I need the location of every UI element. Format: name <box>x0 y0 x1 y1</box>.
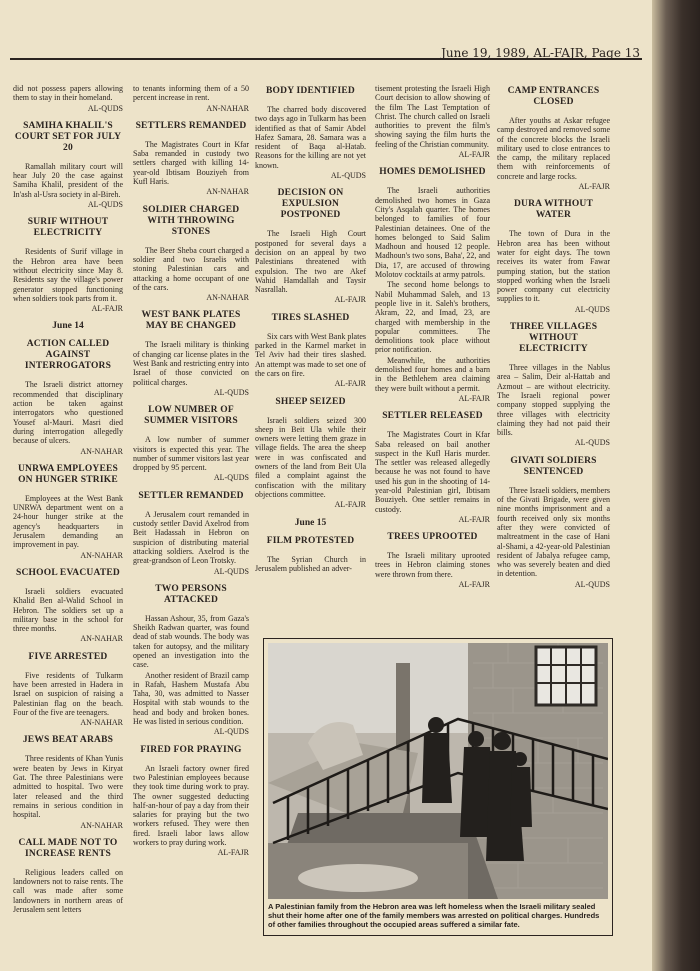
headline: THREE VILLAGES WITHOUT ELECTRICITY <box>509 322 598 355</box>
headline: CALL MADE NOT TO INCREASE RENTS <box>18 837 118 859</box>
article-text: did not possess papers allowing them to stay in their homeland. <box>13 84 123 103</box>
source-credit: AL-FAJR <box>578 182 610 192</box>
article-text: Meanwhile, the authorities demolished four homes and a barn in the Bethlehem area claiming they were built without a permit. <box>375 355 490 393</box>
headline: DURA WITHOUT WATER <box>513 199 594 221</box>
article-text: Ramallah military court will hear July 20 the case against Samiha Khalil, president of the In'ash al-Usra society in al-Bireh. <box>13 161 123 199</box>
source-credit: AL-QUDS <box>213 387 249 397</box>
article-text: Another resident of Brazil camp in Rafah, Hashem Mustafa Abu Taha, 30, was admitted to Nasser Hospital with stab wounds to the head and body and broken bones. He was listed in serious condition. <box>133 670 249 727</box>
headline: LOW NUMBER OF SUMMER VISITORS <box>144 405 238 427</box>
column-5 <box>497 84 610 597</box>
article-text: Five residents of Tulkarm have been arrested in Hadera in Israel on suspicion of raising a Palestinian flag on the beach. Four of the five are teenagers. <box>13 670 123 717</box>
dateline: June 14 <box>52 321 84 332</box>
article-text: to tenants informing them of a 50 percent increase in rent. <box>133 84 249 103</box>
headline: SCHOOL EVACUATED <box>16 567 120 578</box>
page-header-line: June 19, 1989, AL-FAJR, Page 13 <box>441 46 640 60</box>
article-text: An Israeli factory owner fired two Palestinian employees because they took time during work to pray. The owner suggested deducting half-an-hour of pay a day from their salaries for praying but the two workers refused. They were then fired. Israeli labor laws allow workers to pray during work. <box>133 763 249 848</box>
article-text: The second home belongs to Nabil Muhammad Saleh, and 13 people live in it. Saleh's brothers, Akram, 22, and Imad, 23, are charged with membership in the popular committees. The demolitions took place without prior notification. <box>375 280 490 355</box>
article-text: Residents of Surif village in the Hebron area have been without electricity since May 8. Residents say the village's power generator stopped functioning when soldiers took parts from it. <box>13 247 123 303</box>
source-credit: AN-NAHAR <box>206 187 249 197</box>
headline: SETTLERS REMANDED <box>135 120 247 131</box>
article-text: The Magistrates Court in Kfar Saba remanded in custody two settlers charged with killing 14-year-old Ibtisam Bouziyeh from Kufl Haris. <box>133 139 249 187</box>
source-credit: AN-NAHAR <box>206 293 249 303</box>
headline: TWO PERSONS ATTACKED <box>155 583 227 605</box>
article-text: The Israeli authorities demolished two homes in Gaza City's Asqalah quarter. The homes belonged to families of four Palestinian detainees. One of the homes belonged to Said Salim Madhoun and housed 12 people. Madhoun's two sons, Baha', 22, and Dia, 17, are accused of throwing Molotov cocktails at army patrols. <box>375 186 490 280</box>
headline: BODY IDENTIFIED <box>266 86 355 96</box>
article-text: The town of Dura in the Hebron area has been without water for eight days. The town receives its water from Fawar pumping station, but the station stopped working when the Israeli power company cut electricity supplies to it. <box>497 229 610 304</box>
source-credit: AL-FAJR <box>334 379 366 389</box>
source-credit: AL-FAJR <box>458 150 490 160</box>
binding-spine <box>652 0 700 971</box>
source-credit: AL-FAJR <box>334 295 366 305</box>
article-text: The Israeli military is thinking of changing car license plates in the West Bank and restricting entry into Israel of those convicted on political charges. <box>133 340 249 387</box>
article-text: The Beer Sheba court charged a soldier and two Israelis with stoning Palestinian cars and attacking a home occupant of one of the cars. <box>133 245 249 292</box>
headline: SAMIHA KHALIL'S COURT SET FOR JULY 20 <box>14 120 122 153</box>
source-credit: AL-QUDS <box>213 473 249 483</box>
source-credit: AN-NAHAR <box>80 634 123 644</box>
source-credit: AL-QUDS <box>87 103 123 113</box>
article-text: The Israeli High Court postponed for several days a decision on an appeal by two Palestinians threatened with expulsion. The two are Akef Wahid Hamdallah and Taysir Nasrallah. <box>255 229 366 295</box>
source-credit: AL-QUDS <box>574 579 610 589</box>
headline: FIRED FOR PRAYING <box>140 744 242 755</box>
source-credit: AN-NAHAR <box>80 718 123 728</box>
source-credit: AL-FAJR <box>458 393 490 403</box>
headline: SOLDIER CHARGED WITH THROWING STONES <box>142 204 240 237</box>
headline: FIVE ARRESTED <box>28 651 108 662</box>
source-credit: AN-NAHAR <box>80 446 123 456</box>
source-credit: AN-NAHAR <box>80 820 123 830</box>
source-credit: AL-FAJR <box>334 500 366 510</box>
article-text: A low number of summer visitors is expected this year. The number of summer visitors last year dropped by 95 percent. <box>133 435 249 473</box>
article-text: Six cars with West Bank plates parked in the Karmel market in Tel Aviv had their tires slashed. An attempt was made to set one of the cars on fire. <box>255 331 366 378</box>
headline: CAMP ENTRANCES CLOSED <box>507 86 600 107</box>
source-credit: AL-FAJR <box>458 580 490 590</box>
article-text: Religious leaders called on landowners not to raise rents. The call was made after some landowners in northern areas of Jerusalem sent letters <box>13 867 123 915</box>
article-text: The Israeli military uprooted trees in Hebron claiming stones were thrown from there. <box>375 551 490 579</box>
headline: JEWS BEAT ARABS <box>22 735 114 746</box>
headline: DECISION ON EXPULSION POSTPONED <box>277 188 344 221</box>
headline: SHEEP SEIZED <box>275 396 346 407</box>
column-3 <box>255 84 366 574</box>
header-rule <box>10 58 642 60</box>
news-photo <box>263 638 613 936</box>
source-credit: AN-NAHAR <box>206 103 249 113</box>
source-credit: AL-FAJR <box>91 304 123 314</box>
headline: ACTION CALLED AGAINST INTERROGATORS <box>24 339 112 372</box>
column-2 <box>133 84 249 866</box>
source-credit: AL-QUDS <box>213 727 249 737</box>
article-text: Employees at the West Bank UNRWA department went on a 24-hour hunger strike at the agency's headquarters in Jerusalem demanding an improvement in pay. <box>13 493 123 550</box>
article-text: Israeli soldiers evacuated Khalid Ben al-Walid School in Hebron. The soldiers set up a military base in the school for three months. <box>13 586 123 634</box>
article-text: Three residents of Khan Yunis were beaten by Jews in Kiryat Gat. The three Palestinians were admitted to hospital. Two were later released and the third remains in serious condition in hospital. <box>13 754 123 820</box>
article-text: Three villages in the Nablus area – Salim, Deir al-Hattab and Azmout – are without electricity. The Israeli regional power company stopped supplying the three villages with electricity claiming they had not paid their bills. <box>497 363 610 438</box>
source-credit: AN-NAHAR <box>80 550 123 560</box>
headline: WEST BANK PLATES MAY BE CHANGED <box>141 310 241 332</box>
article-text: Three Israeli soldiers, members of the Givati Brigade, were given nine months imprisonment and a fourth received only six months after they were convicted of maltreatment in the case of Hani al-Shami, a 42-year-old Palestinian resident of Jabalya refugee camp, who was severely beaten and died in detention. <box>497 485 610 579</box>
headline: TIRES SLASHED <box>271 312 350 323</box>
article-text: tisement protesting the Israeli High Court decision to allow showing of the film The Last Temptation of Christ. The church called on Israeli authorities to prevent the film's showing saying the film hurts the feeling of the Christian community. <box>375 84 490 149</box>
column-1 <box>13 84 123 915</box>
source-credit: AL-QUDS <box>213 566 249 576</box>
headline: SETTLER REMANDED <box>138 490 244 501</box>
article-text: The Magistrates Court in Kfar Saba released on bail another suspect in the Kufl Haris murder. The settler was released allegedly because he was not found to have used his gun in the shooting of 14-year-old Palestinian girl, Ibtisam Bouziyeh. One settler remains in custody. <box>375 430 490 514</box>
headline: FILM PROTESTED <box>266 535 355 546</box>
article-text: The charred body discovered two days ago in Tulkarm has been identified as that of Samir Abdel Hafez Samara, 28. Samara was a resident of Baqa al-Hatab. Reasons for the killing are not yet known. <box>255 105 366 170</box>
headline: SURIF WITHOUT ELECTRICITY <box>27 217 109 239</box>
headline: HOMES DEMOLISHED <box>379 167 486 178</box>
source-credit: AL-QUDS <box>87 200 123 210</box>
article-text: The Syrian Church in Jerusalem published an adver- <box>255 554 366 573</box>
headline: TREES UPROOTED <box>387 532 478 543</box>
headline: UNRWA EMPLOYEES ON HUNGER STRIKE <box>17 463 119 485</box>
article-text: Israeli soldiers seized 300 sheep in Beit Ula while their owners were letting them graze in village fields. The area the sheep were in was confiscated and owners of the land from Beit Ula filed a complaint against the confiscation with the military objections committee. <box>255 415 366 499</box>
article-text: A Jerusalem court remanded in custody settler David Axelrod from Beit Hadassah in Hebron on suspicion of distributing material attacking soldiers. Axelrod is the great-grandson of Leon Trotsky. <box>133 509 249 566</box>
headline: GIVATI SOLDIERS SENTENCED <box>510 455 597 477</box>
source-credit: AL-FAJR <box>217 848 249 858</box>
photo-image <box>268 643 608 899</box>
photo-caption: A Palestinian family from the Hebron area was left homeless when the Israeli military sealed shut their home after one of the family members was arrested on political charges. Hundreds of other families throughout the occupied areas suffered a similar fate. <box>268 902 600 929</box>
source-credit: AL-QUDS <box>330 171 366 181</box>
column-4 <box>375 84 490 597</box>
headline: SETTLER RELEASED <box>382 411 483 422</box>
source-credit: AL-FAJR <box>458 514 490 524</box>
dateline: June 15 <box>294 517 327 528</box>
article-text: Hassan Ashour, 35, from Gaza's Sheikh Radwan quarter, was found dead of stab wounds. The body was taken for autopsy, and the military opened an investigation into the case. <box>133 613 249 670</box>
source-credit: AL-QUDS <box>574 304 610 314</box>
source-credit: AL-QUDS <box>574 438 610 448</box>
article-text: After youths at Askar refugee camp destroyed and removed some of the concrete blocks the Israeli military used to close entrances to the camp, the military replaced them with reinforcements of concrete and large rocks. <box>497 116 610 181</box>
article-text: The Israeli district attorney recommended that disciplinary action be taken against interrogators who questioned Yousef al-Mauri. Masri died during interrogation allegedly because of ulcers. <box>13 380 123 446</box>
